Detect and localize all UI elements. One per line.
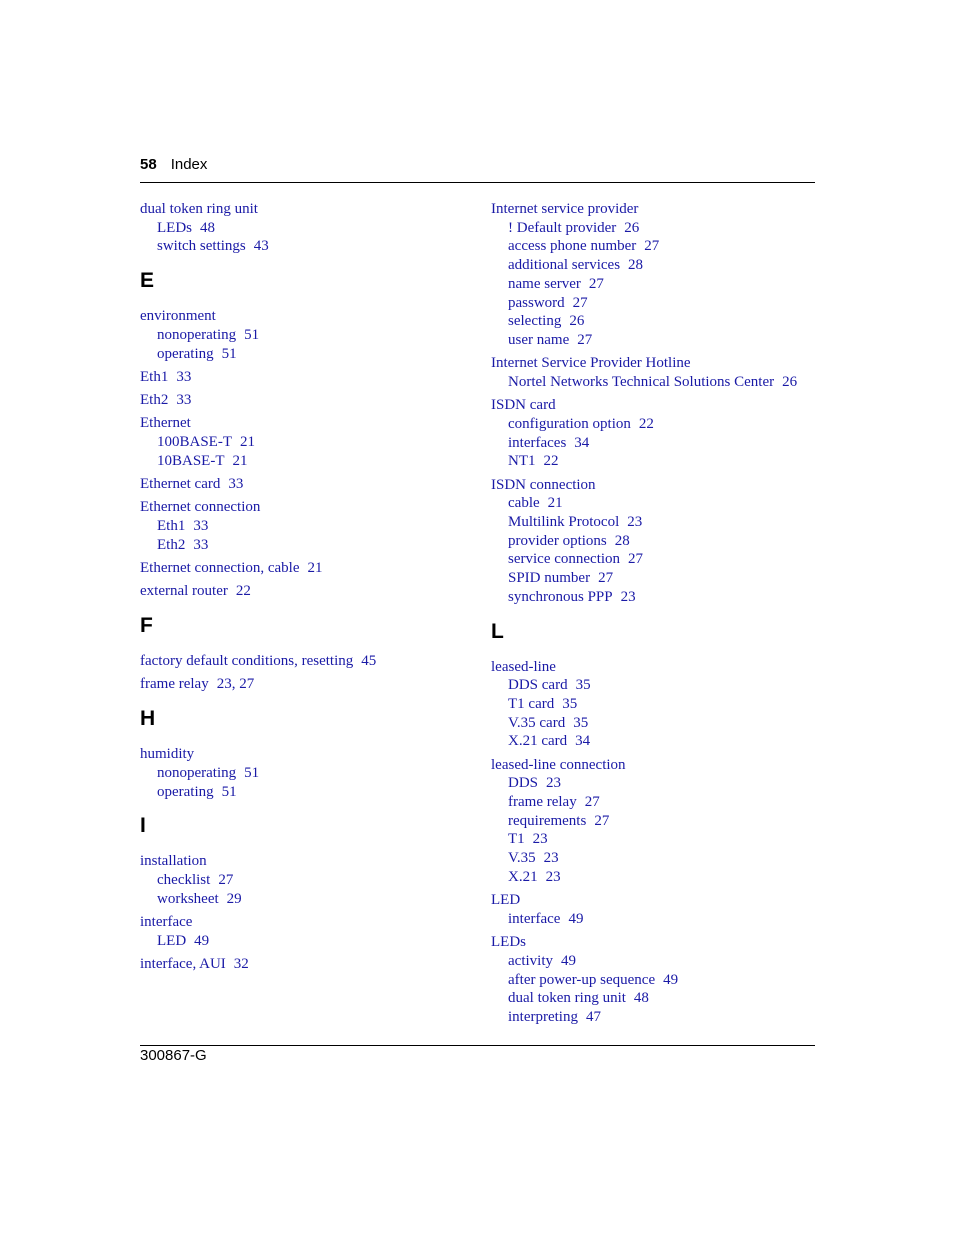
index-column-right	[491, 200, 821, 1027]
entry-term: V.35 card	[508, 714, 566, 731]
entry-term: dual token ring unit	[140, 201, 258, 217]
page-ref[interactable]: 23, 27	[216, 676, 255, 693]
entry-term: DDS card	[508, 677, 568, 694]
entry-term: worksheet	[157, 890, 219, 907]
entry-term: provider options	[508, 532, 607, 549]
document-id: 300867-G	[140, 1047, 207, 1064]
letter-spacer	[491, 607, 821, 619]
index-term[interactable]	[140, 559, 480, 578]
index-term[interactable]	[491, 396, 821, 415]
index-entry	[491, 354, 821, 391]
entry-term: Ethernet connection	[140, 499, 261, 516]
page-ref[interactable]: 23	[543, 850, 559, 867]
entry-term: humidity	[140, 746, 195, 763]
page-ref[interactable]: 43	[253, 238, 269, 255]
index-entry	[491, 658, 821, 752]
page-ref[interactable]: 35	[573, 714, 589, 731]
page-ref[interactable]: 48	[633, 990, 649, 1007]
page-ref[interactable]: 49	[194, 932, 210, 949]
entry-term: V.35	[508, 850, 536, 867]
index-subentry[interactable]	[491, 550, 821, 569]
entry-term: interface, AUI	[140, 955, 226, 972]
index-entry	[140, 391, 480, 410]
index-subentry[interactable]	[491, 868, 821, 887]
index-subentry[interactable]	[140, 219, 480, 238]
entry-term: interface	[140, 913, 193, 930]
header-rule	[140, 182, 815, 183]
index-subentry[interactable]	[491, 331, 821, 350]
page-ref[interactable]: 35	[562, 695, 578, 712]
page-ref[interactable]: 27	[218, 871, 234, 888]
entry-term: Eth2	[157, 536, 186, 553]
index-entry	[491, 396, 821, 471]
entry-term: operating	[157, 345, 214, 362]
page-ref[interactable]: 21	[547, 495, 563, 512]
entry-term: selecting	[508, 313, 562, 330]
entry-term: T1	[508, 831, 525, 848]
section-letter: H	[140, 707, 156, 731]
index-term[interactable]	[140, 475, 480, 494]
page-ref[interactable]: 28	[614, 532, 630, 549]
entry-term: Ethernet card	[140, 476, 221, 493]
page-ref[interactable]: 51	[244, 326, 260, 343]
index-entry	[140, 368, 480, 387]
index-subentry[interactable]	[491, 237, 821, 256]
entry-term: synchronous PPP	[508, 588, 613, 605]
letter-spacer	[140, 801, 480, 813]
index-subentry[interactable]	[491, 588, 821, 607]
entry-term: access phone number	[508, 238, 637, 255]
entry-term: ISDN connection	[491, 476, 596, 493]
entry-term: requirements	[508, 812, 587, 829]
running-header	[140, 156, 815, 176]
entry-term: switch settings	[157, 238, 246, 255]
page-ref[interactable]: 51	[221, 345, 237, 362]
index-subentry[interactable]	[491, 910, 821, 929]
entry-term: X.21	[508, 868, 538, 885]
page-ref[interactable]: 23	[627, 514, 643, 531]
index-term[interactable]	[491, 933, 821, 952]
index-term[interactable]	[491, 658, 821, 677]
entry-term: DDS	[508, 775, 539, 792]
page-ref[interactable]: 26	[624, 219, 640, 236]
index-entry	[491, 200, 821, 350]
page-ref[interactable]: 21	[232, 452, 248, 469]
page-ref[interactable]: 27	[598, 570, 614, 587]
index-subentry[interactable]	[491, 732, 821, 751]
index-subentry[interactable]	[491, 793, 821, 812]
page-ref[interactable]: 23	[620, 588, 636, 605]
index-subentry[interactable]	[491, 849, 821, 868]
page-ref[interactable]: 26	[782, 373, 798, 390]
letter-spacer	[491, 645, 821, 658]
entry-term: frame relay	[140, 676, 209, 693]
entry-term: leased-line connection	[491, 756, 626, 773]
index-subentry[interactable]	[491, 676, 821, 695]
letter-spacer	[140, 294, 480, 307]
page-ref[interactable]: 48	[200, 219, 215, 236]
entry-term: LED	[157, 932, 187, 949]
section-letter: F	[140, 614, 153, 638]
index-term[interactable]	[140, 200, 480, 219]
index-subentry[interactable]	[140, 452, 480, 471]
index-subentry[interactable]	[140, 783, 480, 802]
index-subentry[interactable]	[491, 373, 821, 392]
index-subentry[interactable]	[140, 433, 480, 452]
index-term[interactable]	[491, 200, 821, 219]
entry-term: 10BASE-T	[157, 452, 225, 469]
section-letter: E	[140, 269, 155, 293]
letter-spacer	[140, 256, 480, 268]
entry-term: frame relay	[508, 794, 577, 811]
index-subentry[interactable]	[491, 714, 821, 733]
index-subentry[interactable]	[491, 569, 821, 588]
letter-spacer	[140, 639, 480, 652]
entry-term: installation	[140, 853, 207, 870]
entry-term: ISDN card	[491, 397, 556, 414]
index-entry	[491, 756, 821, 887]
index-entry	[491, 891, 821, 928]
index-term[interactable]	[491, 891, 821, 910]
page-ref[interactable]: 35	[575, 677, 591, 694]
page-ref[interactable]: 27	[644, 238, 660, 255]
section-letter: I	[140, 814, 146, 838]
page-ref[interactable]: 34	[575, 733, 591, 750]
index-subentry[interactable]	[140, 345, 480, 364]
page-ref[interactable]: 49	[561, 952, 576, 969]
entry-term: LEDs	[157, 219, 192, 236]
entry-term: interfaces	[508, 434, 567, 451]
index-term[interactable]	[491, 756, 821, 775]
letter-spacer	[140, 601, 480, 613]
index-entry	[140, 652, 480, 671]
entry-term: additional services	[508, 257, 621, 274]
index-subentry[interactable]	[491, 452, 821, 471]
page-ref[interactable]: 23	[532, 831, 548, 848]
entry-term: SPID number	[508, 570, 591, 587]
index-subentry[interactable]	[140, 764, 480, 783]
page-ref[interactable]: 21	[240, 434, 255, 451]
index-term[interactable]	[140, 955, 480, 974]
page-ref[interactable]: 32	[233, 955, 249, 972]
index-entry	[140, 955, 480, 974]
page-ref[interactable]: 22	[638, 415, 654, 432]
index-entry	[140, 913, 480, 950]
page-ref[interactable]: 33	[176, 392, 192, 409]
entry-term: checklist	[157, 871, 211, 888]
entry-term: password	[508, 294, 565, 311]
page-ref[interactable]: 51	[221, 783, 237, 800]
index-entry	[140, 498, 480, 554]
index-subentry[interactable]	[491, 415, 821, 434]
entry-term: Eth1	[140, 368, 169, 385]
page-ref[interactable]: 22	[543, 453, 559, 470]
page-ref[interactable]: 27	[572, 294, 588, 311]
entry-term: cable	[508, 495, 540, 512]
index-subentry[interactable]	[491, 434, 821, 453]
page-ref[interactable]: 29	[226, 890, 242, 907]
index-subentry[interactable]	[491, 812, 821, 831]
section-letter: L	[491, 619, 504, 643]
index-subentry[interactable]	[491, 275, 821, 294]
page-ref[interactable]: 27	[577, 331, 593, 348]
entry-term: nonoperating	[157, 764, 237, 781]
entry-term: after power-up sequence	[508, 971, 656, 988]
index-subentry[interactable]	[491, 830, 821, 849]
entry-term: nonoperating	[157, 326, 237, 343]
index-subentry[interactable]	[491, 774, 821, 793]
index-subentry[interactable]	[491, 219, 821, 238]
entry-term: configuration option	[508, 415, 631, 432]
entry-term: Ethernet connection, cable	[140, 560, 300, 577]
page-ref[interactable]: 33	[176, 368, 192, 385]
index-term[interactable]	[140, 414, 480, 433]
index-entry	[140, 475, 480, 494]
entry-term: 100BASE-T	[157, 434, 232, 451]
index-subentry[interactable]	[140, 326, 480, 345]
index-subentry[interactable]	[491, 312, 821, 331]
index-subentry[interactable]	[140, 871, 480, 890]
index-subentry[interactable]	[491, 971, 821, 990]
entry-term: factory default conditions, resetting	[140, 653, 354, 670]
index-term[interactable]	[140, 652, 480, 671]
index-term[interactable]	[140, 745, 480, 764]
index-term[interactable]	[140, 582, 480, 601]
entry-term: Eth1	[157, 518, 186, 535]
index-column-left	[140, 200, 480, 974]
index-entry	[491, 476, 821, 607]
entry-term: activity	[508, 952, 553, 969]
page-ref[interactable]: 27	[584, 794, 600, 811]
entry-term: service connection	[508, 551, 621, 568]
header-title: Index	[170, 156, 208, 173]
entry-term: interface	[508, 910, 561, 927]
index-term[interactable]	[140, 913, 480, 932]
index-subentry[interactable]	[491, 695, 821, 714]
index-subentry[interactable]	[140, 932, 480, 951]
index-term[interactable]	[491, 476, 821, 495]
index-subentry[interactable]	[140, 890, 480, 909]
page-ref[interactable]: 27	[628, 551, 644, 568]
page-ref[interactable]: 49	[663, 971, 679, 988]
index-term[interactable]	[140, 391, 480, 410]
index-subentry[interactable]	[491, 952, 821, 971]
page-ref[interactable]: 27	[594, 812, 610, 829]
page-ref[interactable]: 27	[588, 275, 604, 292]
index-entry	[140, 675, 480, 694]
page-ref[interactable]: 23	[545, 868, 561, 885]
index-entry	[140, 307, 480, 363]
page-ref[interactable]: 26	[569, 313, 585, 330]
entry-term: user name	[508, 331, 570, 348]
entry-term: Internet service provider	[491, 201, 639, 217]
index-term[interactable]	[140, 307, 480, 326]
index-entry	[491, 933, 821, 1027]
page-ref[interactable]: 47	[585, 1008, 601, 1025]
index-entry	[140, 200, 480, 256]
entry-term: leased-line	[491, 658, 556, 675]
entry-term: external router	[140, 583, 228, 600]
entry-term: name server	[508, 275, 581, 292]
index-subentry[interactable]	[491, 256, 821, 275]
index-term[interactable]	[140, 675, 480, 694]
entry-term: X.21 card	[508, 733, 568, 750]
entry-term: Internet Service Provider Hotline	[491, 355, 691, 372]
index-entry	[140, 852, 480, 908]
page-ref[interactable]: 51	[244, 764, 260, 781]
index-subentry[interactable]	[140, 237, 480, 256]
page-ref[interactable]: 21	[307, 560, 323, 577]
letter-spacer	[140, 732, 480, 745]
entry-term: ! Default provider	[508, 219, 617, 236]
entry-term: interpreting	[508, 1008, 578, 1025]
page-ref[interactable]: 33	[193, 518, 209, 535]
entry-term: Multilink Protocol	[508, 514, 620, 531]
index-term[interactable]	[491, 354, 821, 373]
index-term[interactable]	[140, 368, 480, 387]
index-subentry[interactable]	[491, 294, 821, 313]
page-ref[interactable]: 23	[546, 775, 562, 792]
letter-spacer	[140, 694, 480, 706]
entry-term: Ethernet	[140, 415, 191, 432]
entry-term: LED	[491, 892, 521, 909]
entry-term: operating	[157, 783, 214, 800]
page-ref[interactable]: 22	[235, 583, 251, 600]
page-ref[interactable]: 33	[193, 536, 209, 553]
footer-rule	[140, 1045, 815, 1046]
page-ref[interactable]: 34	[574, 434, 590, 451]
page-ref[interactable]: 45	[361, 653, 377, 670]
index-subentry[interactable]	[491, 494, 821, 513]
entry-term: T1 card	[508, 695, 555, 712]
index-subentry[interactable]	[491, 513, 821, 532]
entry-term: dual token ring unit	[508, 990, 626, 1007]
page-ref[interactable]: 33	[228, 476, 244, 493]
entry-term: Eth2	[140, 392, 169, 409]
entry-term: Nortel Networks Technical Solutions Center	[508, 373, 775, 390]
page-number: 58	[140, 156, 157, 173]
index-entry	[140, 414, 480, 470]
page-ref[interactable]: 49	[568, 910, 584, 927]
index-subentry[interactable]	[491, 532, 821, 551]
index-subentry[interactable]	[140, 536, 480, 555]
letter-spacer	[140, 839, 480, 852]
index-term[interactable]	[140, 498, 480, 517]
entry-term: environment	[140, 308, 216, 325]
index-entry	[140, 745, 480, 801]
index-entry	[140, 559, 480, 578]
index-entry	[140, 582, 480, 601]
entry-term: LEDs	[491, 934, 526, 951]
index-term[interactable]	[140, 852, 480, 871]
entry-term: NT1	[508, 453, 536, 470]
index-subentry[interactable]	[491, 989, 821, 1008]
index-subentry[interactable]	[491, 1008, 821, 1027]
page-ref[interactable]: 28	[628, 257, 644, 274]
index-subentry[interactable]	[140, 517, 480, 536]
